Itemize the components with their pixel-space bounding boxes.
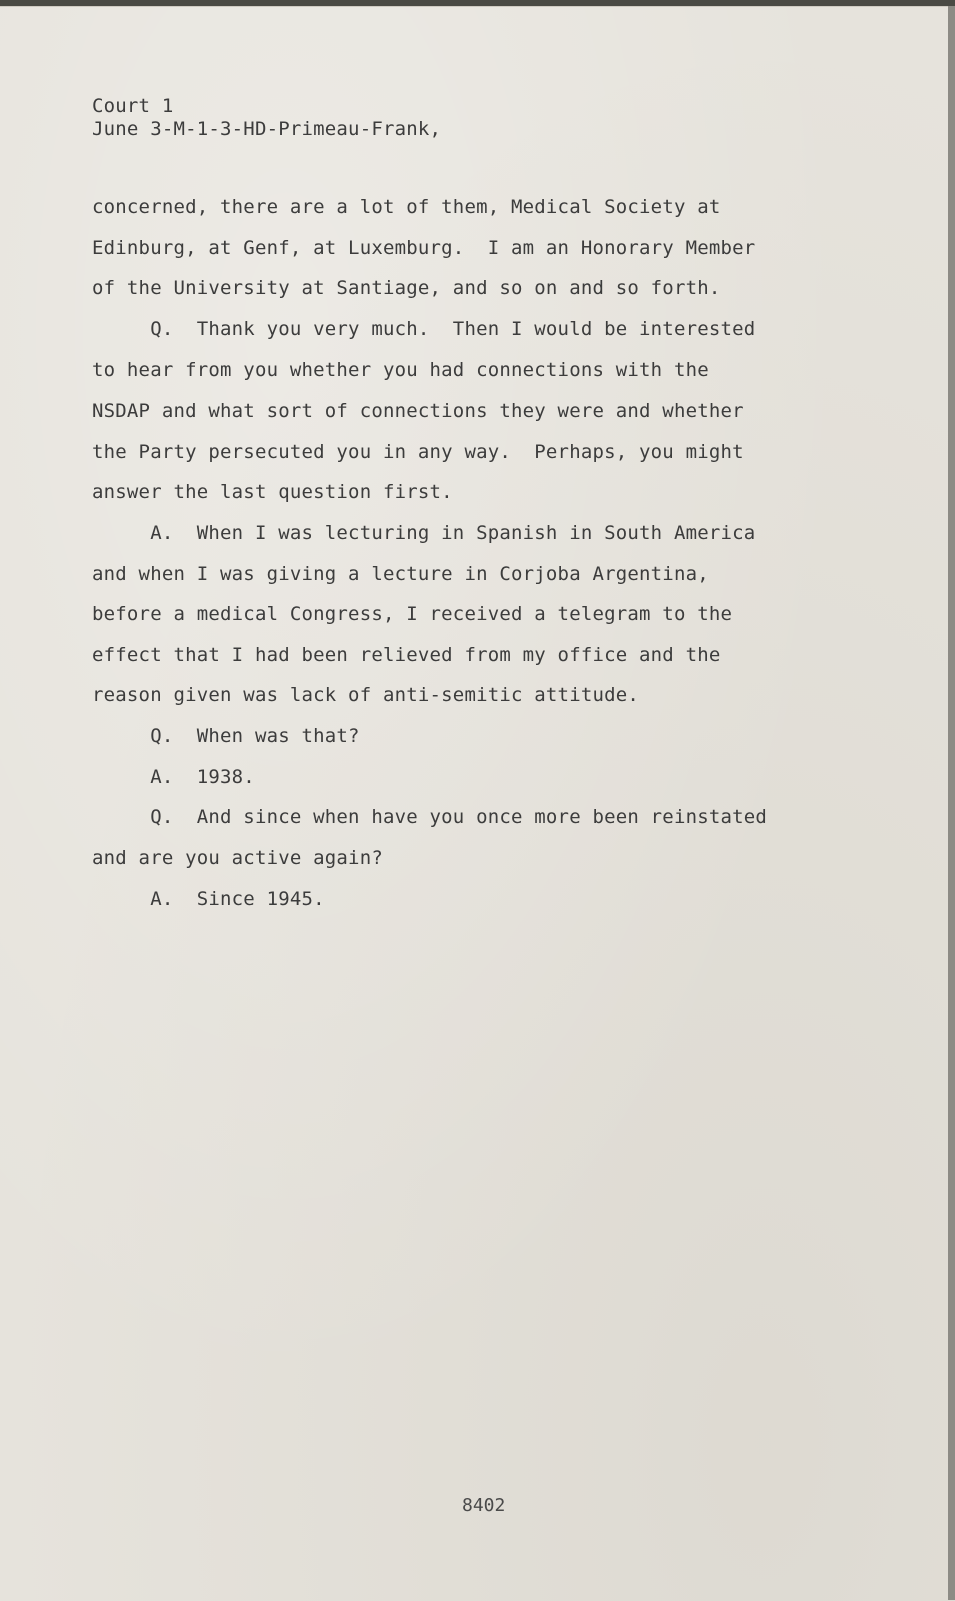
transcript-line: answer the last question first.	[92, 481, 453, 503]
transcript-line: and are you active again?	[92, 847, 383, 869]
transcript-line: NSDAP and what sort of connections they were and whether	[92, 400, 744, 422]
transcript-line: A. When I was lecturing in Spanish in South America	[92, 522, 756, 544]
transcript-line: the Party persecuted you in any way. Perhaps, you might	[92, 441, 744, 463]
transcript-line: effect that I had been relieved from my office and the	[92, 644, 721, 666]
header-session: June 3-M-1-3-HD-Primeau-Frank,	[92, 118, 442, 140]
transcript-line: A. 1938.	[92, 766, 255, 788]
transcript-line: A. Since 1945.	[92, 888, 325, 910]
page-number: 8402	[462, 1495, 506, 1516]
transcript-line: Q. Thank you very much. Then I would be interested	[92, 318, 756, 340]
document-page	[0, 6, 955, 1601]
transcript-line: of the University at Santiage, and so on and so forth.	[92, 277, 721, 299]
transcript-line: and when I was giving a lecture in Corjoba Argentina,	[92, 563, 709, 585]
header-court: Court 1	[92, 95, 174, 117]
scan-right-border	[948, 6, 955, 1600]
transcript-line: Edinburg, at Genf, at Luxemburg. I am an Honorary Member	[92, 237, 756, 259]
transcript-line: before a medical Congress, I received a telegram to the	[92, 603, 733, 625]
transcript-line: Q. When was that?	[92, 725, 360, 747]
transcript-line: reason given was lack of anti-semitic attitude.	[92, 684, 640, 706]
transcript-line: concerned, there are a lot of them, Medical Society at	[92, 196, 721, 218]
transcript-line: to hear from you whether you had connections with the	[92, 359, 709, 381]
transcript-line: Q. And since when have you once more been reinstated	[92, 806, 768, 828]
